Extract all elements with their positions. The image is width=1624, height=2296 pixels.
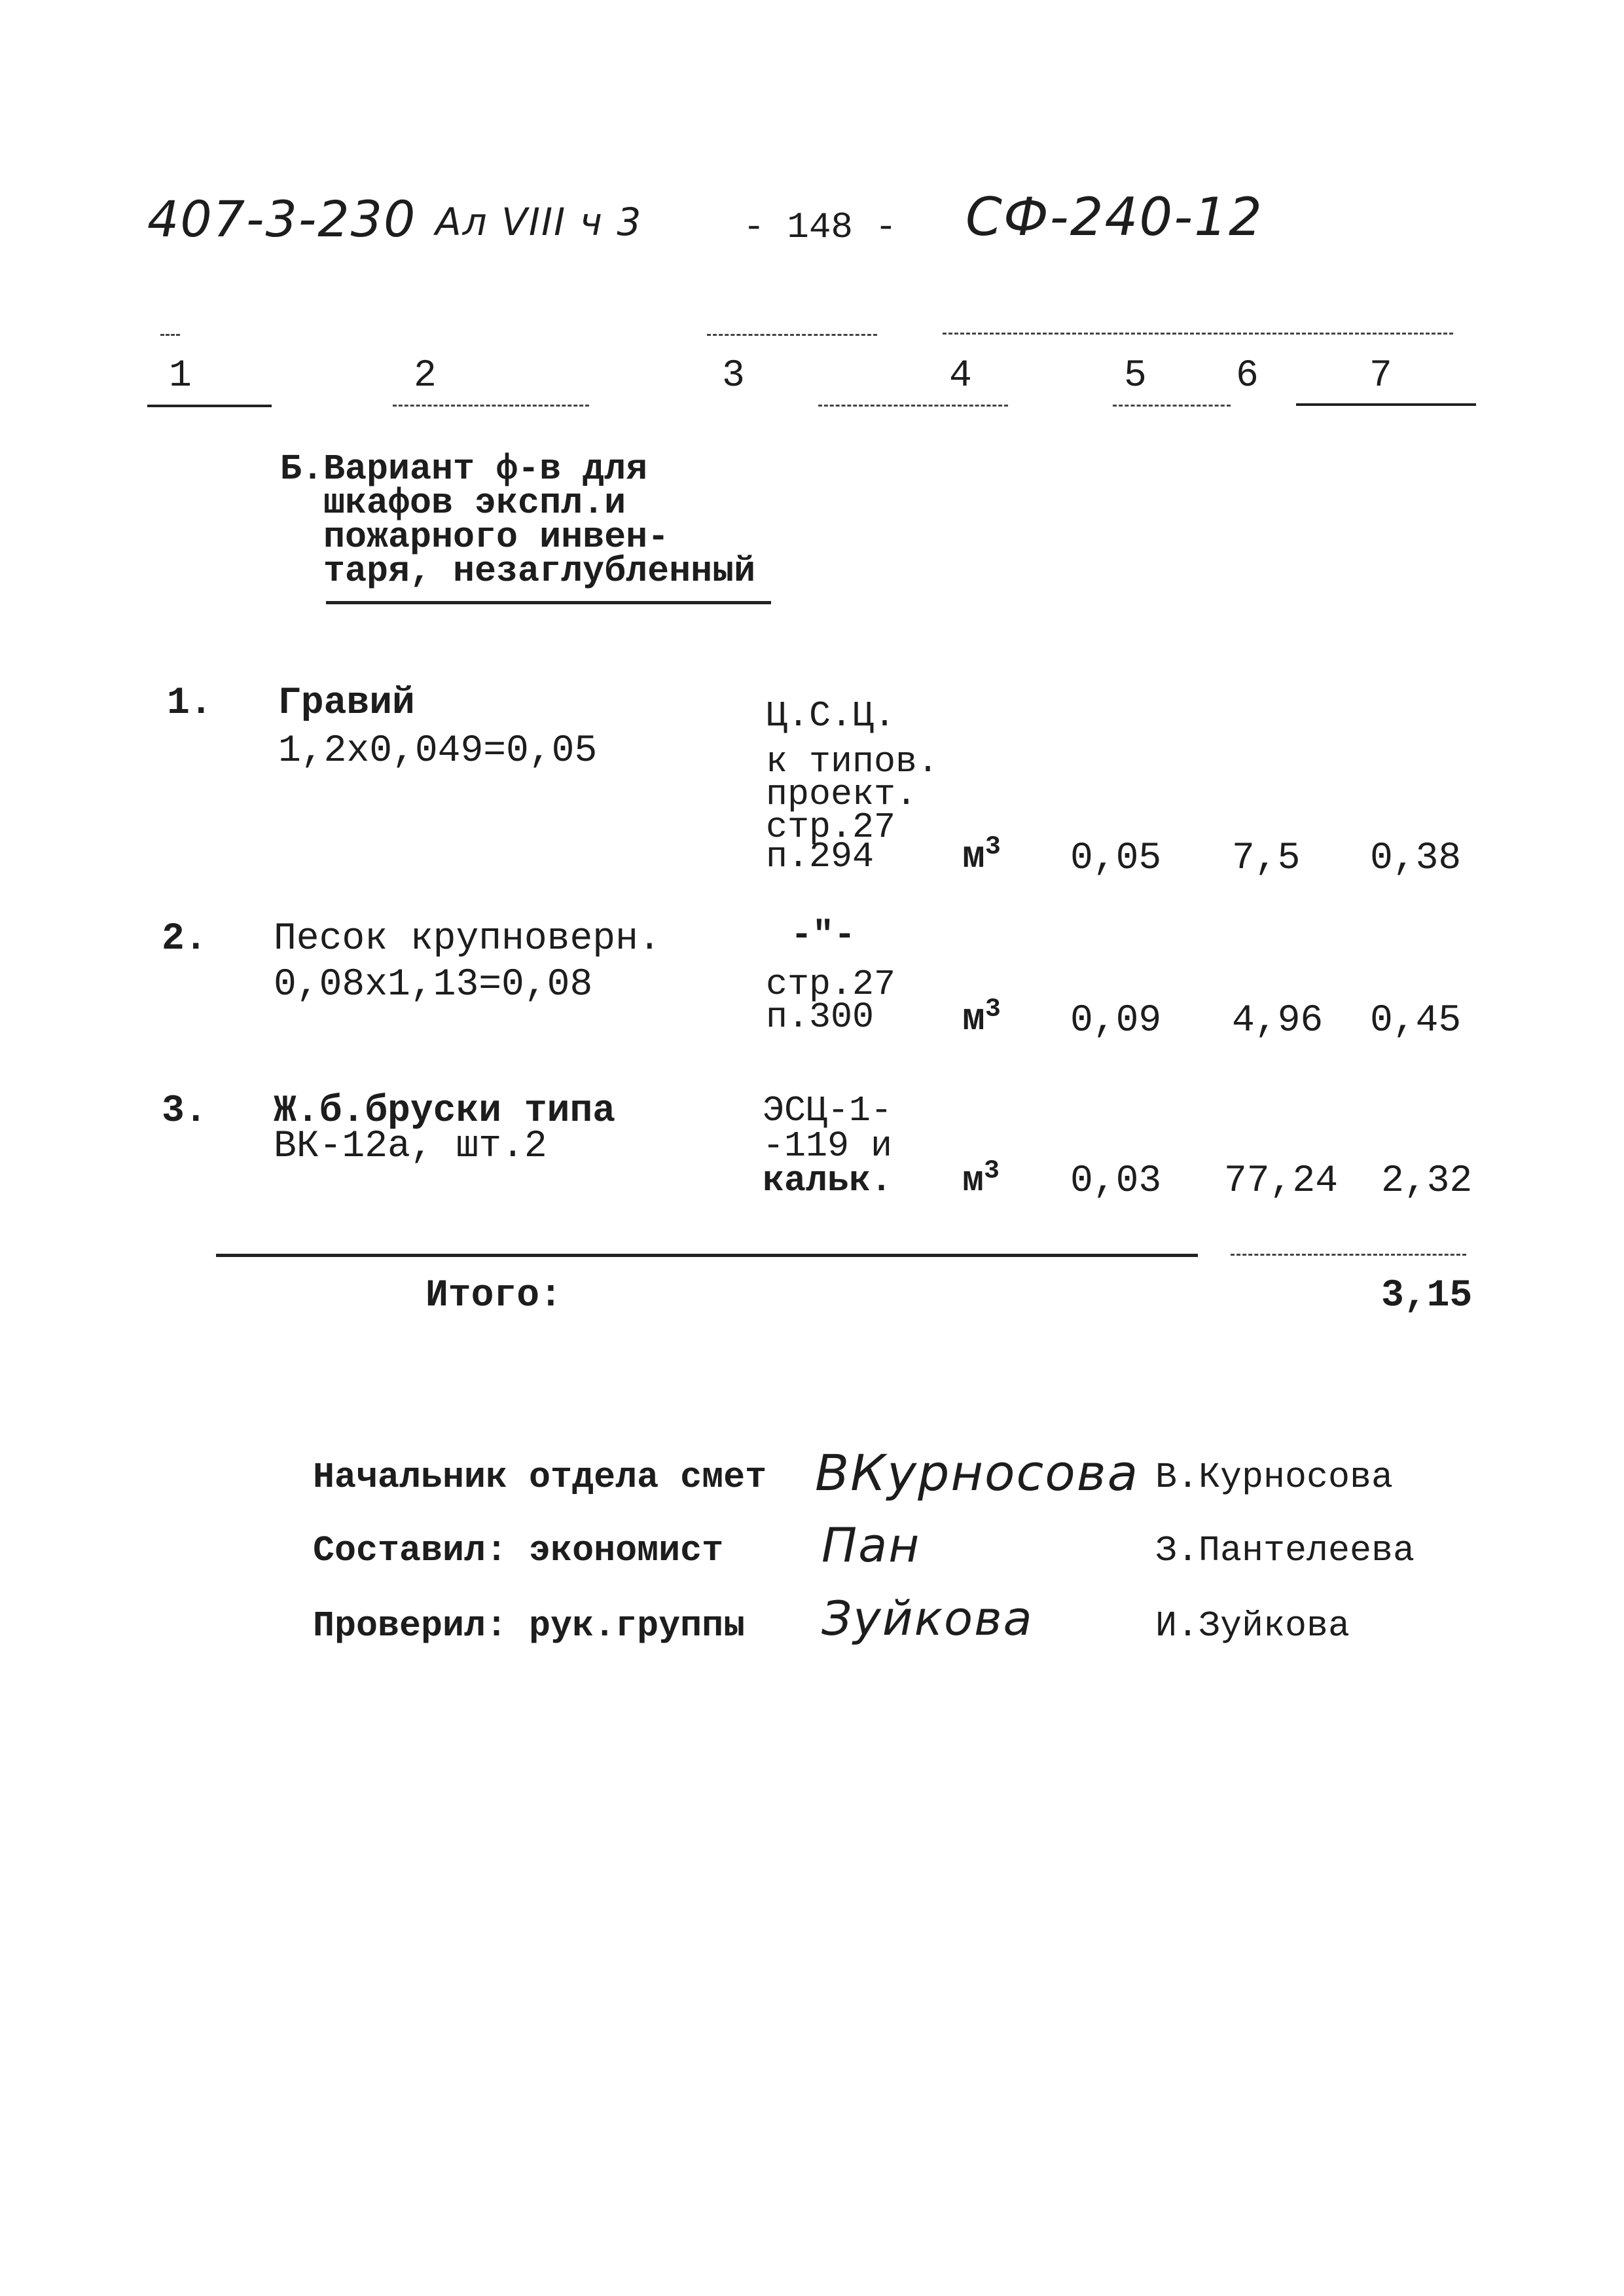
signer-role: Начальник отдела смет [313, 1457, 767, 1498]
document-code: 407-3-230 [147, 190, 417, 248]
column-number: 3 [722, 355, 745, 397]
item-name: Гравий [278, 682, 415, 725]
unit: $м^3$ [962, 994, 1001, 1041]
quantity: 0,05 [1070, 837, 1162, 880]
header-underline [1113, 405, 1231, 407]
column-number: 4 [949, 355, 972, 397]
unit: $м^3$ [962, 1156, 1000, 1201]
unit-price: 77,24 [1224, 1160, 1339, 1203]
source-line: стр.27 [766, 964, 896, 1005]
unit-price: 4,96 [1232, 1000, 1324, 1042]
header-underline [1296, 403, 1476, 406]
source-line: к типов. [766, 741, 939, 782]
row-total: 0,38 [1370, 837, 1462, 880]
row-total: 2,32 [1381, 1160, 1473, 1203]
header-dash [707, 334, 877, 336]
album-reference: Ал VIII ч 3 [435, 200, 643, 244]
source-line: Ц.С.Ц. [766, 695, 896, 737]
total-separator [1231, 1254, 1466, 1256]
section-title-line: пожарного инвен- [280, 517, 670, 558]
source-line: проект. [766, 774, 918, 815]
total-value: 3,15 [1381, 1275, 1473, 1317]
signer-name: З.Пантелеева [1155, 1530, 1415, 1571]
column-number: 7 [1369, 355, 1392, 397]
quantity: 0,03 [1070, 1160, 1162, 1203]
column-number: 1 [169, 355, 192, 397]
signer-name: В.Курносова [1155, 1457, 1394, 1498]
row-number: 1. [167, 682, 213, 725]
source-line: -119 и [763, 1125, 893, 1167]
row-total: 0,45 [1370, 1000, 1462, 1042]
section-underline [326, 601, 771, 604]
row-number: 2. [162, 918, 208, 960]
source-line: стр.27 [766, 807, 896, 848]
section-title-line: таря, незаглубленный [280, 551, 756, 592]
signer-role: Составил: экономист [313, 1530, 724, 1571]
total-separator [216, 1254, 1198, 1257]
column-number: 6 [1236, 355, 1259, 397]
header-dash [160, 334, 180, 336]
section-title-line: Б.Вариант ф-в для [280, 448, 648, 490]
source-line: кальк. [763, 1160, 893, 1201]
header-underline [818, 405, 1008, 407]
total-label: Итого: [425, 1275, 562, 1317]
section-title-line: шкафов экспл.и [280, 483, 626, 524]
header-dash [943, 333, 1453, 335]
signer-name: И.Зуйкова [1155, 1605, 1350, 1647]
unit: $м^3$ [962, 832, 1001, 879]
column-number: 5 [1124, 355, 1147, 397]
item-calculation: ВК-12а, шт.2 [274, 1125, 547, 1168]
row-number: 3. [162, 1090, 208, 1133]
header-underline [147, 405, 272, 407]
item-name: Песок крупноверн. [274, 918, 661, 960]
header-underline [393, 405, 589, 407]
unit-price: 7,5 [1232, 837, 1301, 880]
source-line: -"- [791, 915, 856, 956]
source-line: ЭСЦ-1- [763, 1090, 893, 1131]
item-name: Ж.б.бруски типа [274, 1090, 616, 1133]
item-calculation: 0,08х1,13=0,08 [274, 964, 593, 1006]
column-number: 2 [414, 355, 437, 397]
page-number: - 148 - [743, 206, 897, 248]
quantity: 0,09 [1070, 1000, 1162, 1042]
item-calculation: 1,2х0,049=0,05 [278, 730, 598, 773]
series-code: СФ-240-12 [965, 187, 1263, 247]
handwritten-signature: Зуйкова [821, 1591, 1034, 1646]
signer-role: Проверил: рук.группы [313, 1605, 746, 1647]
source-line: п.300 [766, 996, 875, 1038]
source-line: п.294 [766, 836, 875, 877]
handwritten-signature: ВКурносова [815, 1444, 1140, 1502]
handwritten-signature: Пан [821, 1518, 921, 1573]
